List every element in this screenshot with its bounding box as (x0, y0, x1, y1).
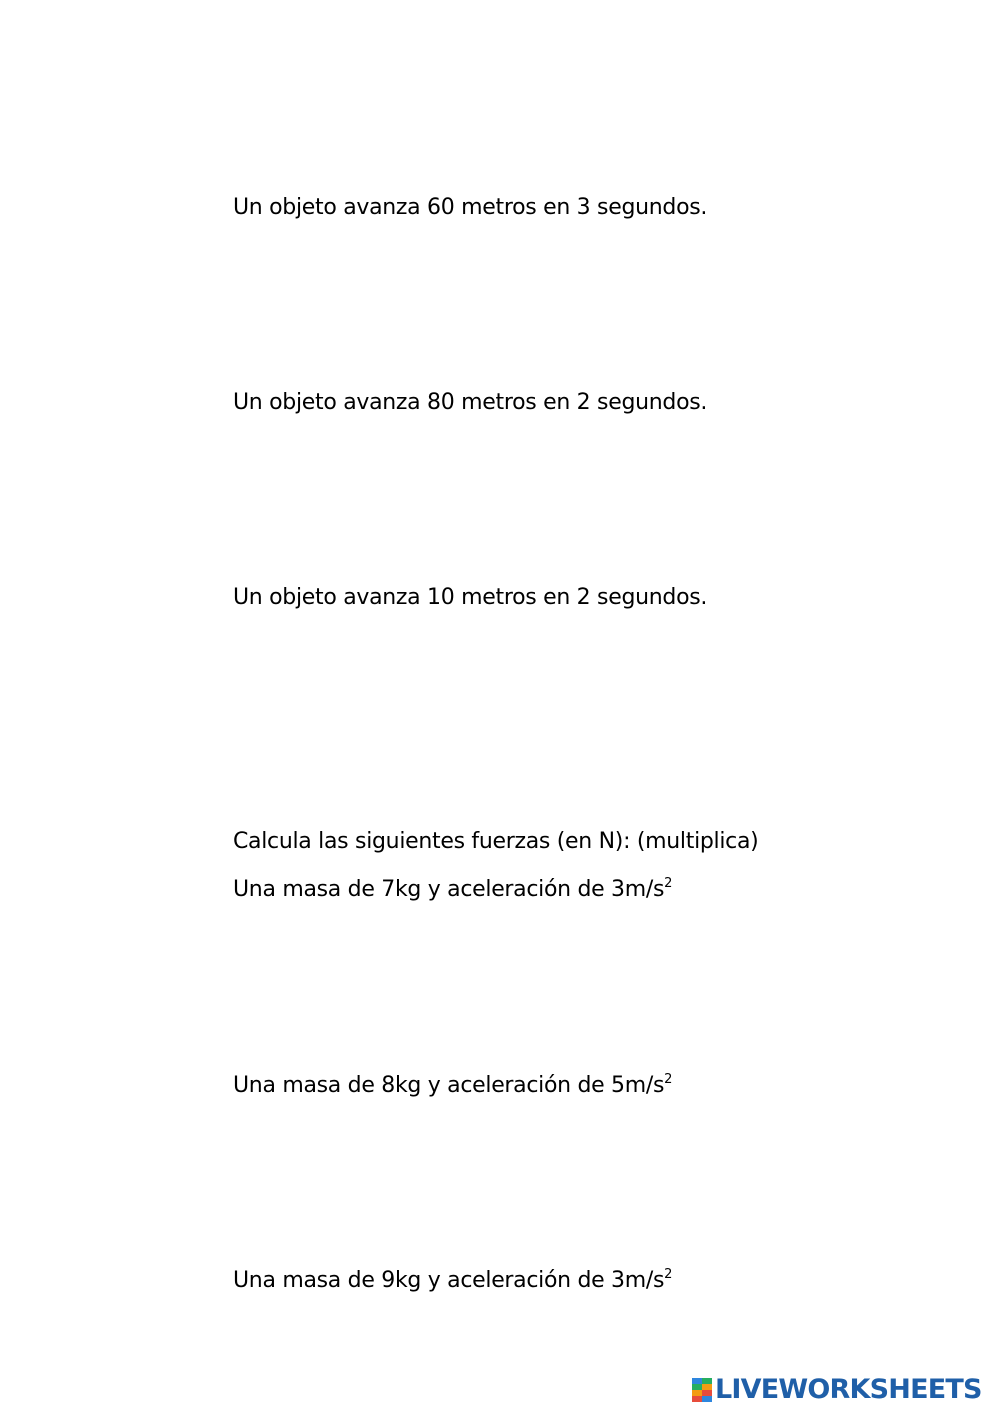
force-problem-2-text: Una masa de 8kg y aceleración de 5m/s (233, 1073, 665, 1098)
logo-block (702, 1396, 712, 1402)
liveworksheets-logo (692, 1376, 982, 1404)
liveworksheets-logo-icon (692, 1378, 712, 1402)
force-problem-1-text: Una masa de 7kg y aceleración de 3m/s (233, 877, 665, 902)
speed-problem-1: Un objeto avanza 60 metros en 3 segundos. (233, 195, 708, 220)
force-problem-3-exponent: 2 (664, 1267, 673, 1282)
speed-problem-3: Un objeto avanza 10 metros en 2 segundos. (233, 585, 708, 610)
brand-name: LIVEWORKSHEETS (715, 1374, 982, 1405)
force-problem-1-exponent: 2 (664, 876, 673, 891)
force-problem-2 (233, 1072, 672, 1100)
logo-block (692, 1396, 702, 1402)
speed-problem-2: Un objeto avanza 80 metros en 2 segundos. (233, 390, 708, 415)
force-problem-3-text: Una masa de 9kg y aceleración de 3m/s (233, 1268, 665, 1293)
force-problem-3 (233, 1267, 672, 1295)
force-heading: Calcula las siguientes fuerzas (en N): (multiplica) (233, 829, 759, 854)
force-problem-1 (233, 876, 672, 904)
force-problem-2-exponent: 2 (664, 1072, 673, 1087)
